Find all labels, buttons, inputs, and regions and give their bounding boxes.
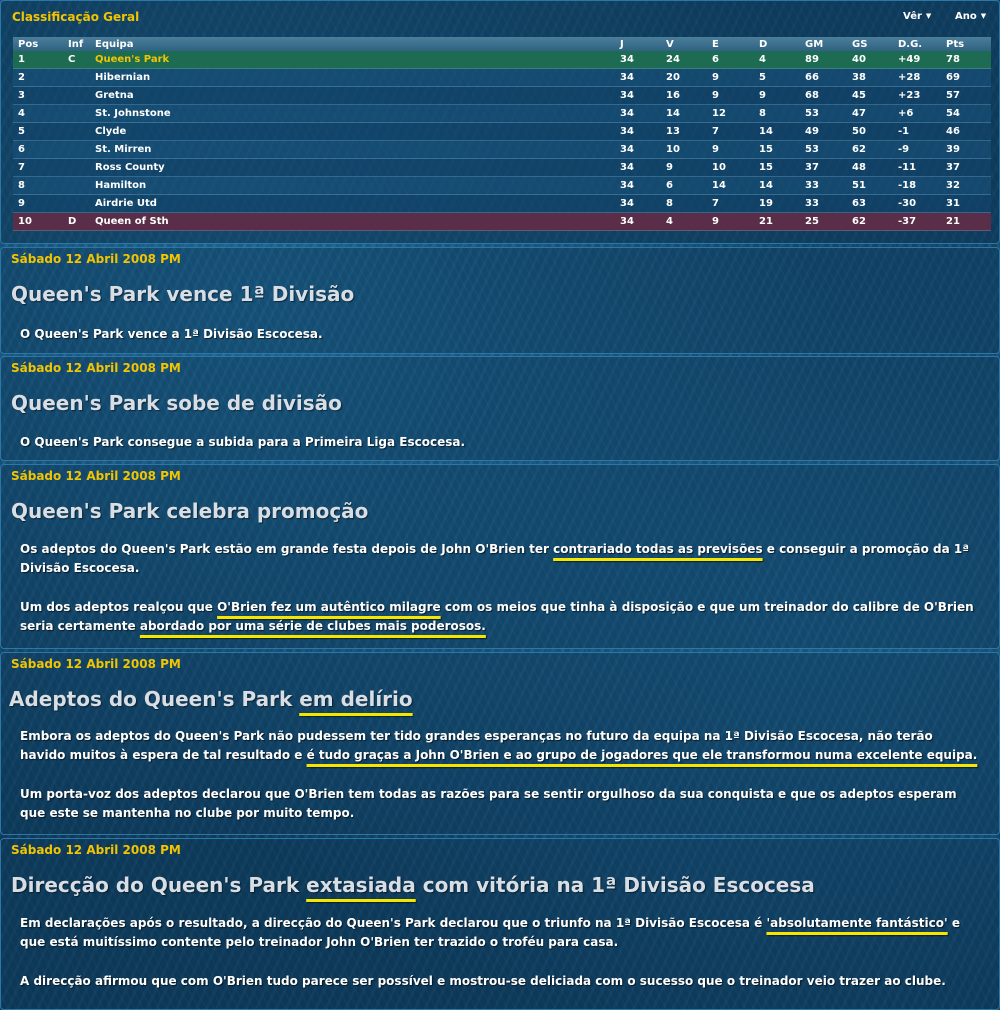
cell-dg: -1: [893, 123, 941, 141]
cell-pos: 4: [13, 105, 63, 123]
news-body: [20, 540, 979, 656]
cell-pts: 46: [941, 123, 991, 141]
cell-pts: 32: [941, 177, 991, 195]
cell-v: 9: [661, 159, 707, 177]
cell-v: 24: [661, 51, 707, 69]
cell-dg: -9: [893, 141, 941, 159]
cell-gs: 47: [847, 105, 893, 123]
cell-gm: 53: [800, 141, 847, 159]
cell-e: 10: [707, 159, 754, 177]
col-header-v[interactable]: V: [661, 37, 707, 51]
news-date: Sábado 12 Abril 2008 PM: [11, 843, 181, 857]
cell-inf: [63, 87, 90, 105]
cell-e: 9: [707, 213, 754, 231]
cell-e: 9: [707, 87, 754, 105]
cell-team[interactable]: Queen of Sth: [90, 213, 615, 231]
col-header-e[interactable]: E: [707, 37, 754, 51]
cell-inf: [63, 69, 90, 87]
table-row[interactable]: [13, 69, 991, 87]
cell-j: 34: [615, 87, 661, 105]
ver-dropdown-button[interactable]: [903, 11, 931, 22]
cell-d: 5: [754, 69, 800, 87]
news-body: [20, 914, 979, 1010]
cell-pts: 78: [941, 51, 991, 69]
table-header-row: [13, 37, 991, 51]
cell-v: 16: [661, 87, 707, 105]
news-date: Sábado 12 Abril 2008 PM: [11, 657, 181, 671]
highlighted-text: abordado por uma série de clubes mais poderosos.: [139, 619, 486, 633]
ano-label: Ano: [955, 11, 977, 22]
cell-inf: [63, 141, 90, 159]
text-run: Embora os adeptos do Queen's Park não pudessem ter tido grandes esperanças no futuro da equipa na 1ª Divisão Escocesa, não terão havido muitos à espera de tal resultado e: [20, 729, 933, 762]
cell-d: 8: [754, 105, 800, 123]
col-header-j[interactable]: J: [615, 37, 661, 51]
ano-dropdown-button[interactable]: [955, 11, 986, 22]
table-row[interactable]: [13, 51, 991, 69]
cell-j: 34: [615, 105, 661, 123]
text-run: e conseguir a promoção da 1ª Divisão Escocesa.: [20, 542, 970, 575]
cell-j: 34: [615, 123, 661, 141]
col-header-inf[interactable]: Inf: [63, 37, 90, 51]
cell-inf: [63, 123, 90, 141]
cell-e: 7: [707, 123, 754, 141]
text-run: e que está muitíssimo contente pelo treinador John O'Brien ter trazido o troféu para casa.: [20, 916, 960, 949]
cell-pos: 9: [13, 195, 63, 213]
cell-gs: 48: [847, 159, 893, 177]
cell-pts: 69: [941, 69, 991, 87]
cell-pos: 1: [13, 51, 63, 69]
chevron-down-icon: ▼: [980, 12, 987, 20]
cell-e: 9: [707, 141, 754, 159]
table-row[interactable]: [13, 141, 991, 159]
cell-d: 21: [754, 213, 800, 231]
cell-dg: +23: [893, 87, 941, 105]
ver-label: Vêr: [903, 11, 922, 22]
cell-d: 14: [754, 177, 800, 195]
cell-pts: 31: [941, 195, 991, 213]
cell-e: 14: [707, 177, 754, 195]
text-run: Um dos adeptos realçou que: [20, 600, 218, 614]
cell-gs: 50: [847, 123, 893, 141]
cell-j: 34: [615, 195, 661, 213]
headline-text: Queen's Park vence 1ª Divisão: [11, 282, 355, 306]
news-headline[interactable]: [11, 499, 368, 523]
cell-pos: 10: [13, 213, 63, 231]
cell-dg: -30: [893, 195, 941, 213]
text-run: Os adeptos do Queen's Park estão em grande festa depois de John O'Brien ter: [20, 542, 554, 556]
cell-e: 12: [707, 105, 754, 123]
headline-text: com vitória na 1ª Divisão Escocesa: [415, 873, 815, 897]
col-header-equipa[interactable]: Equipa: [90, 37, 615, 51]
cell-team[interactable]: Gretna: [90, 87, 615, 105]
cell-v: 14: [661, 105, 707, 123]
col-header-dg[interactable]: D.G.: [893, 37, 941, 51]
cell-pos: 3: [13, 87, 63, 105]
cell-pts: 57: [941, 87, 991, 105]
col-header-gm[interactable]: GM: [800, 37, 847, 51]
cell-d: 14: [754, 123, 800, 141]
cell-inf: D: [63, 213, 90, 231]
cell-d: 15: [754, 141, 800, 159]
highlighted-text: é tudo graças a John O'Brien e ao grupo de jogadores que ele transformou numa excelente equipa.: [306, 748, 978, 762]
news-date: Sábado 12 Abril 2008 PM: [11, 252, 181, 266]
league-table: [13, 37, 991, 231]
cell-gs: 38: [847, 69, 893, 87]
cell-pos: 8: [13, 177, 63, 195]
news-paragraph: [20, 598, 979, 636]
cell-d: 9: [754, 87, 800, 105]
news-item: [0, 356, 1000, 461]
cell-team[interactable]: Clyde: [90, 123, 615, 141]
cell-j: 34: [615, 51, 661, 69]
league-table-panel: [0, 0, 1000, 244]
table-row[interactable]: [13, 159, 991, 177]
cell-dg: -18: [893, 177, 941, 195]
cell-v: 8: [661, 195, 707, 213]
cell-inf: [63, 105, 90, 123]
cell-gm: 33: [800, 177, 847, 195]
news-paragraph: [20, 540, 979, 578]
chevron-down-icon: ▼: [925, 12, 932, 20]
news-headline[interactable]: [9, 687, 413, 711]
cell-team[interactable]: Queen's Park: [90, 51, 615, 69]
cell-pos: 7: [13, 159, 63, 177]
highlighted-text: contrariado todas as previsões: [553, 542, 763, 556]
table-row[interactable]: [13, 195, 991, 213]
col-header-pts[interactable]: Pts: [941, 37, 991, 51]
news-item: [0, 652, 1000, 835]
cell-d: 19: [754, 195, 800, 213]
cell-team[interactable]: St. Johnstone: [90, 105, 615, 123]
table-row[interactable]: [13, 123, 991, 141]
cell-dg: +6: [893, 105, 941, 123]
news-headline[interactable]: [11, 873, 815, 897]
highlighted-text: 'absolutamente fantástico': [766, 916, 948, 930]
cell-gs: 45: [847, 87, 893, 105]
news-paragraph: A direcção afirmou que com O'Brien tudo parece ser possível e mostrou-se deliciada com o sucesso que o treinador veio trazer ao clube.: [20, 974, 946, 988]
cell-pts: 21: [941, 213, 991, 231]
cell-e: 6: [707, 51, 754, 69]
col-header-d[interactable]: D: [754, 37, 800, 51]
cell-j: 34: [615, 159, 661, 177]
cell-j: 34: [615, 69, 661, 87]
table-row[interactable]: [13, 177, 991, 195]
cell-team[interactable]: Ross County: [90, 159, 615, 177]
news-paragraph: O Queen's Park vence a 1ª Divisão Escocesa.: [20, 327, 323, 341]
news-date: Sábado 12 Abril 2008 PM: [11, 361, 181, 375]
highlighted-text: O'Brien fez um autêntico milagre: [217, 600, 441, 614]
cell-j: 34: [615, 177, 661, 195]
headline-text: Direcção do Queen's Park: [11, 873, 307, 897]
cell-gs: 62: [847, 213, 893, 231]
cell-gs: 63: [847, 195, 893, 213]
cell-inf: [63, 195, 90, 213]
cell-gm: 53: [800, 105, 847, 123]
cell-e: 7: [707, 195, 754, 213]
news-item: [0, 247, 1000, 354]
news-date: Sábado 12 Abril 2008 PM: [11, 469, 181, 483]
cell-pos: 5: [13, 123, 63, 141]
cell-pos: 6: [13, 141, 63, 159]
panel-title: Classificação Geral: [12, 10, 140, 24]
highlighted-text: extasiada: [306, 873, 416, 897]
cell-j: 34: [615, 141, 661, 159]
cell-d: 4: [754, 51, 800, 69]
cell-e: 9: [707, 69, 754, 87]
cell-v: 20: [661, 69, 707, 87]
text-run: Em declarações após o resultado, a direcção do Queen's Park declarou que o triunfo na 1ª Divisão Escocesa é: [20, 916, 767, 930]
table-row[interactable]: [13, 105, 991, 123]
cell-dg: +28: [893, 69, 941, 87]
news-paragraph: Um porta-voz dos adeptos declarou que O'Brien tem todas as razões para se sentir orgulhoso da sua conquista e que os adeptos esperam que este se mantenha no clube por muito tempo.: [20, 787, 957, 820]
cell-inf: C: [63, 51, 90, 69]
news-headline[interactable]: [11, 282, 354, 306]
news-paragraph: O Queen's Park consegue a subida para a Primeira Liga Escocesa.: [20, 435, 466, 449]
news-paragraph: [20, 914, 979, 952]
cell-team[interactable]: Hamilton: [90, 177, 615, 195]
cell-gm: 66: [800, 69, 847, 87]
highlighted-text: em delírio: [299, 687, 413, 711]
cell-v: 10: [661, 141, 707, 159]
cell-pts: 39: [941, 141, 991, 159]
cell-pts: 37: [941, 159, 991, 177]
cell-team[interactable]: St. Mirren: [90, 141, 615, 159]
cell-gm: 37: [800, 159, 847, 177]
cell-gs: 62: [847, 141, 893, 159]
news-paragraph: [20, 727, 979, 765]
headline-text: Adeptos do Queen's Park: [9, 687, 300, 711]
col-header-pos[interactable]: Pos: [13, 37, 63, 51]
cell-gs: 51: [847, 177, 893, 195]
cell-dg: -37: [893, 213, 941, 231]
news-item: [0, 464, 1000, 649]
headline-text: Queen's Park celebra promoção: [11, 499, 369, 523]
cell-gm: 68: [800, 87, 847, 105]
cell-gm: 49: [800, 123, 847, 141]
cell-team[interactable]: Airdrie Utd: [90, 195, 615, 213]
cell-gm: 33: [800, 195, 847, 213]
cell-v: 6: [661, 177, 707, 195]
cell-gm: 89: [800, 51, 847, 69]
cell-dg: -11: [893, 159, 941, 177]
cell-d: 15: [754, 159, 800, 177]
cell-pts: 54: [941, 105, 991, 123]
col-header-gs[interactable]: GS: [847, 37, 893, 51]
cell-team[interactable]: Hibernian: [90, 69, 615, 87]
news-item: [0, 838, 1000, 1010]
table-row[interactable]: [13, 213, 991, 231]
table-row[interactable]: [13, 87, 991, 105]
headline-text: Queen's Park sobe de divisão: [11, 391, 342, 415]
cell-v: 4: [661, 213, 707, 231]
cell-j: 34: [615, 213, 661, 231]
cell-inf: [63, 159, 90, 177]
news-headline[interactable]: [11, 391, 342, 415]
cell-inf: [63, 177, 90, 195]
text-run: com os meios que tinha à disposição e que um treinador do calibre de O'Brien seria certamente: [20, 600, 974, 633]
cell-gm: 25: [800, 213, 847, 231]
cell-dg: +49: [893, 51, 941, 69]
news-body: [20, 727, 979, 843]
cell-v: 13: [661, 123, 707, 141]
cell-pos: 2: [13, 69, 63, 87]
cell-gs: 40: [847, 51, 893, 69]
